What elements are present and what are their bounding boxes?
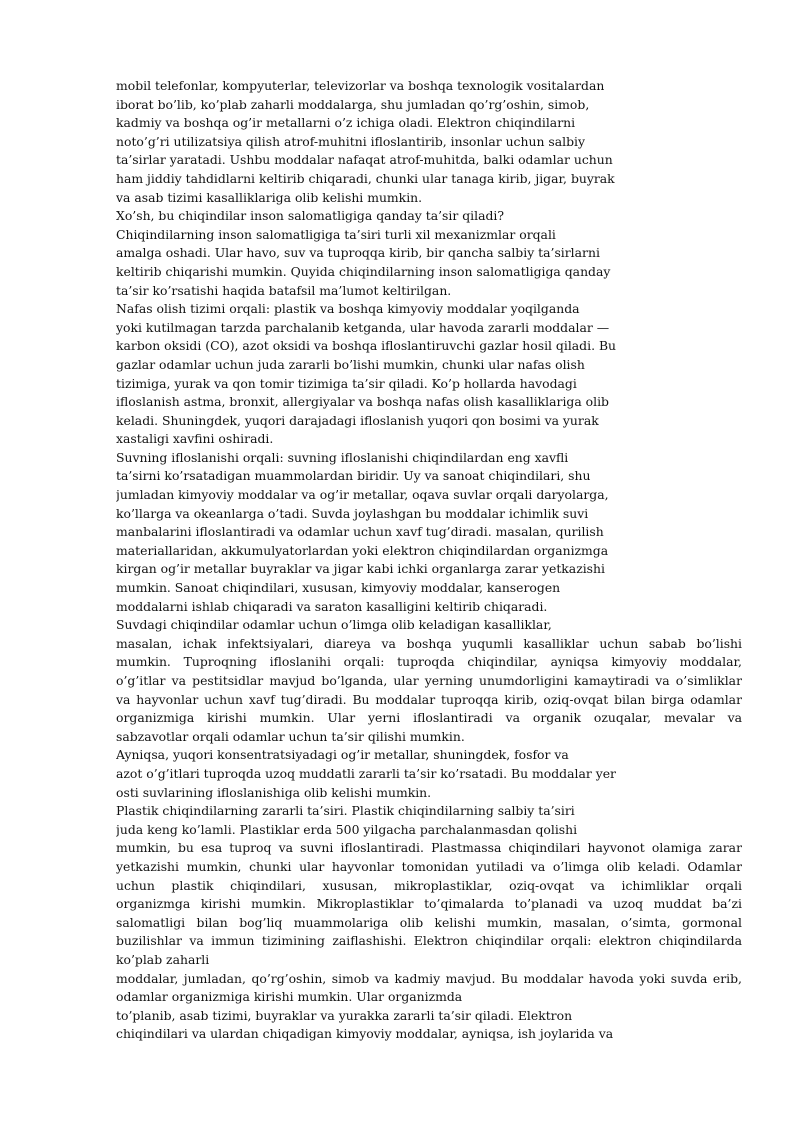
text-line: ta’sirni ko’rsatadigan muammolardan biridir. Uy va sanoat chiqindilari, shu bbox=[116, 468, 591, 484]
text-line: moddalar, jumladan, qo’rg’oshin, simob va kadmiy mavjud. Bu moddalar havoda yoki suvda erib, bbox=[116, 970, 742, 986]
text-line: va asab tizimi kasalliklariga olib kelishi mumkin. bbox=[116, 189, 423, 205]
text-line: mobil telefonlar, kompyuterlar, televizorlar va boshqa texnologik vositalardan bbox=[116, 78, 605, 93]
text-line: manbalarini ifloslantiradi va odamlar uchun xavf tug’diradi. masalan, qurilish bbox=[116, 524, 604, 540]
text-line: uchun plastik chiqindilari, xususan, mikroplastiklar, oziq-ovqat va ichimliklar orqali bbox=[116, 877, 742, 893]
text-line: mumkin. Tuproqning ifloslanihi orqali: tuproqda chiqindilar, ayniqsa kimyoviy moddalar, bbox=[116, 654, 742, 670]
text-line: amalga oshadi. Ular havo, suv va tuproqqa kirib, bir qancha salbiy ta’sirlarni bbox=[116, 245, 600, 261]
document-page bbox=[116, 77, 742, 1044]
text-line: chiqindilari va ulardan chiqadigan kimyoviy moddalar, ayniqsa, ish joylarida va bbox=[116, 1026, 614, 1042]
text-line: jumladan kimyoviy moddalar va og’ir metallar, oqava suvlar orqali daryolarga, bbox=[116, 487, 609, 503]
text-line: noto’g’ri utilizatsiya qilish atrof-muhitni ifloslantirib, insonlar uchun salbiy bbox=[116, 133, 585, 149]
text-line: moddalarni ishlab chiqaradi va saraton kasalligini keltirib chiqaradi. bbox=[116, 598, 548, 614]
text-line: Suvdagi chiqindilar odamlar uchun o’limga olib keladigan kasalliklar, bbox=[116, 617, 552, 633]
text-line: o’g’itlar va pestitsidlar mavjud bo’lganda, ular yerning unumdorligini kamaytiradi va o’simliklar bbox=[116, 673, 742, 688]
text-line: kirgan og’ir metallar buyraklar va jigar kabi ichki organlarga zarar yetkazishi bbox=[116, 561, 605, 577]
text-line: mumkin. Sanoat chiqindilari, xususan, kimyoviy moddalar, kanserogen bbox=[116, 580, 561, 596]
text-line: salomatligi bilan bog’liq muammolariga olib kelishi mumkin, masalan, o’simta, gormonal bbox=[116, 914, 742, 930]
text-line: Ayniqsa, yuqori konsentratsiyadagi og’ir metallar, shuningdek, fosfor va bbox=[116, 747, 569, 763]
text-line: materiallaridan, akkumulyatorlardan yoki elektron chiqindilardan organizmga bbox=[116, 542, 609, 558]
text-line: buzilishlar va immun tizimining zaiflashishi. Elektron chiqindilar orqali: elektron chiqindilarda bbox=[116, 933, 742, 949]
text-line: odamlar organizmiga kirishi mumkin. Ular organizmda bbox=[116, 989, 463, 1005]
text-line: osti suvlarining ifloslanishiga olib kelishi mumkin. bbox=[116, 784, 432, 800]
text-line: organizmga kirishi mumkin. Mikroplastiklar to’qimalarda to’planadi va uzoq muddat ba’zi bbox=[116, 896, 742, 912]
text-line: Xo’sh, bu chiqindilar inson salomatligiga qanday ta’sir qiladi? bbox=[116, 208, 505, 224]
text-line: azot o’g’itlari tuproqda uzoq muddatli zararli ta’sir ko’rsatadi. Bu moddalar yer bbox=[116, 765, 616, 781]
text-line: gazlar odamlar uchun juda zararli bo’lishi mumkin, chunki ular nafas olish bbox=[116, 356, 585, 372]
text-line: ko’plab zaharli bbox=[116, 951, 210, 967]
text-line: kadmiy va boshqa og’ir metallarni o’z ichiga oladi. Elektron chiqindilarni bbox=[116, 115, 576, 131]
text-line: xastaligi xavfini oshiradi. bbox=[116, 431, 274, 447]
text-line: organizmiga kirishi mumkin. Ular yerni ifloslantiradi va organik ozuqalar, mevalar va bbox=[116, 710, 742, 726]
text-line: yetkazishi mumkin, chunki ular hayvonlar tomonidan yutiladi va o’limga olib keladi. Odamlar bbox=[116, 858, 742, 874]
text-line: Plastik chiqindilarning zararli ta’siri. Plastik chiqindilarning salbiy ta’siri bbox=[116, 803, 575, 819]
text-line: ko’llarga va okeanlarga o’tadi. Suvda joylashgan bu moddalar ichimlik suvi bbox=[116, 505, 589, 521]
text-line: sabzavotlar orqali odamlar uchun ta’sir qilishi mumkin. bbox=[116, 728, 465, 744]
text-line: keltirib chiqarishi mumkin. Quyida chiqindilarning inson salomatligiga qanday bbox=[116, 263, 611, 279]
text-line: masalan, ichak infektsiyalari, diareya va boshqa yuqumli kasalliklar uchun sabab bo’lishi bbox=[116, 635, 742, 651]
text-line: yoki kutilmagan tarzda parchalanib ketganda, ular havoda zararli moddalar — bbox=[116, 319, 610, 335]
text-line: karbon oksidi (CO), azot oksidi va boshqa ifloslantiruvchi gazlar hosil qiladi. Bu bbox=[116, 338, 617, 354]
text-line: mumkin, bu esa tuproq va suvni ifloslantiradi. Plastmassa chiqindilari hayvonot olamiga zarar bbox=[116, 840, 742, 856]
text-line: ta’sir ko’rsatishi haqida batafsil ma’lumot keltirilgan. bbox=[116, 282, 452, 298]
text-line: ifloslanish astma, bronxit, allergiyalar va boshqa nafas olish kasalliklariga olib bbox=[116, 394, 609, 410]
text-line: Suvning ifloslanishi orqali: suvning ifloslanishi chiqindilardan eng xavfli bbox=[116, 449, 569, 465]
text-line: ham jiddiy tahdidlarni keltirib chiqaradi, chunki ular tanaga kirib, jigar, buyrak bbox=[116, 170, 615, 186]
text-line: ta’sirlar yaratadi. Ushbu moddalar nafaqat atrof-muhitda, balki odamlar uchun bbox=[116, 152, 613, 168]
text-line: Chiqindilarning inson salomatligiga ta’siri turli xil mexanizmlar orqali bbox=[116, 226, 556, 242]
text-line: juda keng ko’lamli. Plastiklar erda 500 yilgacha parchalanmasdan qolishi bbox=[116, 821, 578, 837]
text-line: iborat bo’lib, ko’plab zaharli moddalarga, shu jumladan qo’rg’oshin, simob, bbox=[116, 96, 590, 112]
text-line: Nafas olish tizimi orqali: plastik va boshqa kimyoviy moddalar yoqilganda bbox=[116, 301, 580, 317]
text-line: to’planib, asab tizimi, buyraklar va yurakka zararli ta’sir qiladi. Elektron bbox=[116, 1007, 573, 1023]
text-line: tizimiga, yurak va qon tomir tizimiga ta’sir qiladi. Ko’p hollarda havodagi bbox=[116, 375, 577, 391]
text-line: keladi. Shuningdek, yuqori darajadagi ifloslanish yuqori qon bosimi va yurak bbox=[116, 412, 599, 428]
text-line: va hayvonlar uchun xavf tug’diradi. Bu moddalar tuproqqa kirib, oziq-ovqat bilan birga odamlar bbox=[116, 691, 742, 707]
